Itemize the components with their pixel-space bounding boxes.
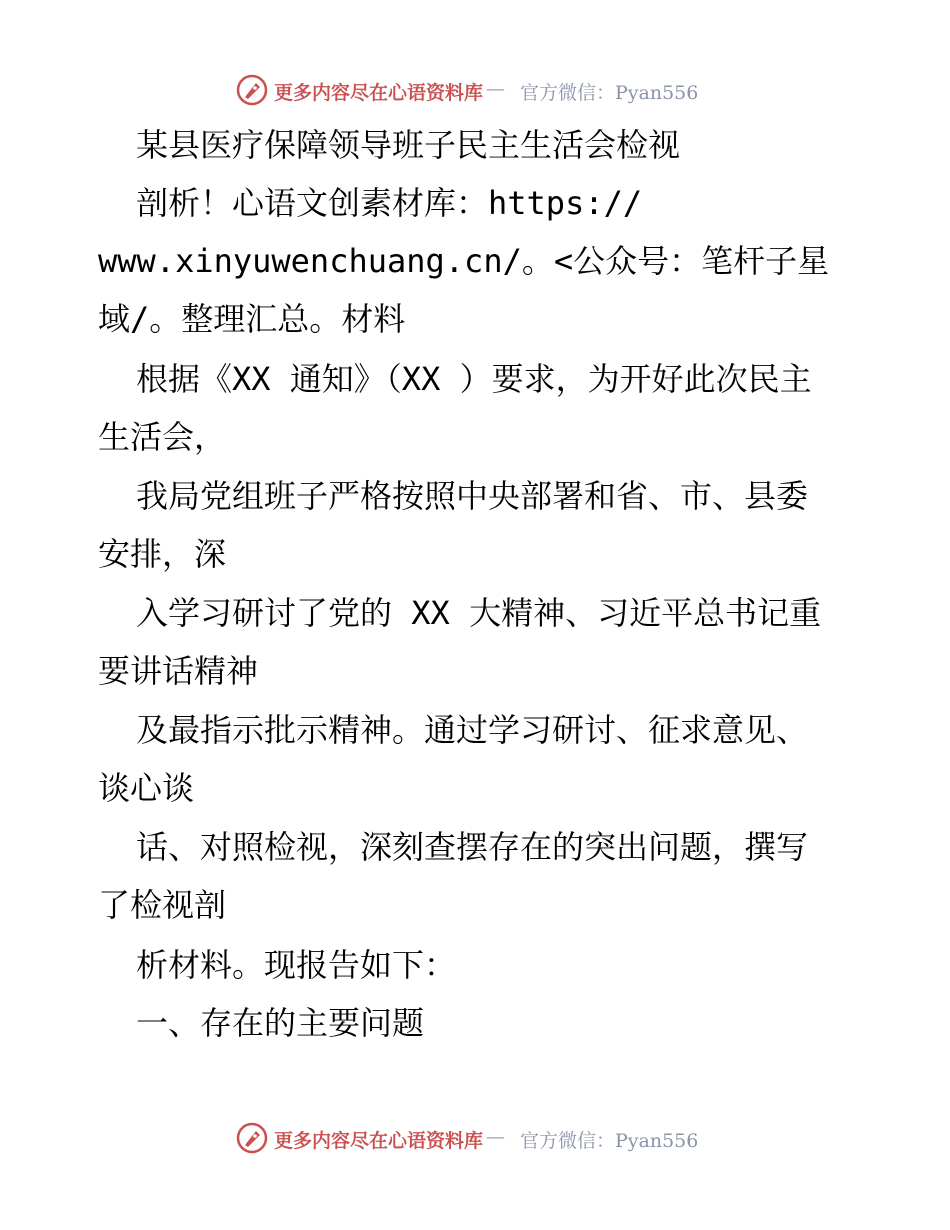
paragraph-line: 谈心谈 [98, 769, 195, 807]
watermark-wechat: 官方微信：Pyan556 [520, 82, 699, 104]
watermark-wechat: 官方微信：Pyan556 [520, 1130, 699, 1152]
paragraph-line: 入学习研讨了党的 XX 大精神、习近平总书记重 [136, 594, 822, 632]
section-heading: 一、存在的主要问题 [136, 1004, 425, 1042]
paragraph-line: 要讲话精神 [98, 652, 259, 690]
pen-nib-logo-icon [236, 74, 268, 106]
paragraph-line: 生活会， [98, 418, 227, 456]
document-title-line-4: 域/。整理汇总。材料 [98, 300, 406, 338]
footer-watermark [0, 1120, 950, 1160]
watermark-slogan: 更多内容尽在心语资料库 [274, 1130, 484, 1152]
paragraph-line: 了检视剖 [98, 886, 227, 924]
paragraph-line: 安排，深 [98, 535, 227, 573]
paragraph-line: 及最指示批示精神。通过学习研讨、征求意见、 [136, 711, 809, 749]
watermark-separator: — [486, 78, 505, 100]
paragraph-line: 根据《XX 通知》（XX ）要求，为开好此次民主 [136, 360, 812, 398]
paragraph-line: 话、对照检视，深刻查摆存在的突出问题，撰写 [136, 828, 809, 866]
document-title-line-3: www.xinyuwenchuang.cn/。<公众号：笔杆子星 [98, 242, 830, 280]
paragraph-line: 我局党组班子严格按照中央部署和省、市、县委 [136, 477, 809, 515]
paragraph-line: 析材料。现报告如下： [136, 946, 457, 984]
pen-nib-logo-icon [236, 1122, 268, 1154]
watermark-slogan: 更多内容尽在心语资料库 [274, 82, 484, 104]
header-watermark [0, 72, 950, 112]
document-title-line-2: 剖析！心语文创素材库：https:// [136, 184, 643, 222]
document-title-line-1: 某县医疗保障领导班子民主生活会检视 [136, 126, 681, 164]
watermark-separator: — [486, 1126, 505, 1148]
